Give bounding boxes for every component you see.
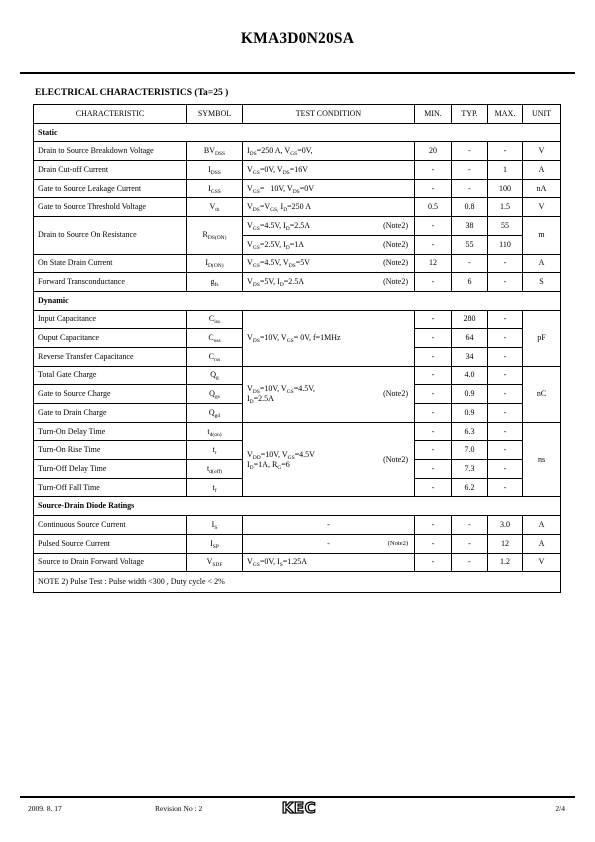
table-row: On State Drain Current $I_{D(ON)}$ $V_{GS}=4.5V$, $V_{DS}=5V$ (Note2) 12 - - A [34, 254, 561, 273]
table-row: Drain to Source Breakdown Voltage $BV_{DSS}$ $I_{DS}=250$ A, $V_{GS}=0V$, 20 - - V [34, 142, 561, 161]
note2-ref: (Note2) [383, 239, 408, 249]
table-row: Continuous Source Current $I_S$ - - - 3.0 A [34, 516, 561, 535]
table-row: Gate to Source Leakage Current $I_{GSS}$ $V_{GS}= 10V$, $V_{DS}=0V$ - - 100 nA [34, 179, 561, 198]
table-row: Gate to Source Charge $Q_{gs}$ - 0.9 - [34, 385, 561, 404]
table-row: Pulsed Source Current $I_{SP}$ - (Note2) - - 12 A [34, 534, 561, 553]
col-test-condition: TEST CONDITION [243, 105, 415, 124]
group-static: Static [34, 123, 561, 142]
note2-ref: (Note2) [383, 389, 408, 399]
footer-revision: Revision No : 2 [155, 804, 203, 813]
table-header-row [34, 105, 561, 124]
table-row: $V_{GS}=2.5V$, $I_D=1A$ (Note2) - 55 110 [34, 235, 561, 254]
footer-page-number: 2/4 [555, 804, 565, 813]
table-row: Total Gate Charge $Q_g$ $V_{DS}=10V$, $V_{GS}=4.5V$, $I_D=2.5A$ (Note2) - 4.0 - nC [34, 366, 561, 385]
table-row: Forward Transconductance $g_{fs}$ $V_{DS}=5V$, $I_D=2.5A$ (Note2) - 6 - S [34, 273, 561, 292]
note2-ref: (Note2) [383, 277, 408, 287]
table-row: Input Capacitance $C_{iss}$ $V_{DS}=10V$, $V_{GS}= 0V$, f=1MHz - 280 - pF [34, 310, 561, 329]
note2-ref: (Note2) [383, 220, 408, 230]
col-min: MIN. [415, 105, 452, 124]
section-title: ELECTRICAL CHARACTERISTICS (Ta=25 ) [35, 88, 229, 98]
table-row: Gate to Source Threshold Voltage $V_{th}$ $V_{DS}=V_{GS,}$ $I_D=250$ A 0.5 0.8 1.5 V [34, 198, 561, 217]
footer-date: 2009. 8. 17 [28, 804, 62, 813]
table-row: Turn-On Rise Time $t_r$ - 7.0 - [34, 441, 561, 460]
note2-ref: (Note2) [383, 258, 408, 268]
group-dynamic: Dynamic [34, 291, 561, 310]
header-rule [20, 72, 575, 74]
note-row [34, 572, 561, 593]
table-row: Drain Cut-off Current $I_{DSS}$ $V_{GS}=0V$, $V_{DS}=16V$ - - 1 A [34, 161, 561, 180]
svg-text:KEC: KEC [281, 799, 317, 816]
table-row: Gate to Drain Charge $Q_{gd}$ - 0.9 - [34, 404, 561, 423]
table-row: Turn-Off Fall Time $t_f$ - 6.2 - [34, 478, 561, 497]
col-unit: UNIT [523, 105, 561, 124]
table-row: Turn-On Delay Time $t_{d(on)}$ $V_{DD}=10V$, $V_{GS}=4.5V$ $I_D=1A$, $R_G=6$ (Note2) - 6.3 - ns [34, 422, 561, 441]
table-row: Source to Drain Forward Voltage $V_{SDF}$ $V_{GS}=0V$, $I_S=1.25A$ - - 1.2 V [34, 553, 561, 572]
note2-ref: (Note2) [387, 539, 408, 547]
table-row: Drain to Source On Resistance $R_{DS(ON)}$ $V_{GS}=4.5V$, $I_D=2.5A$ (Note2) - 38 55 m [34, 217, 561, 236]
electrical-characteristics-table [33, 104, 561, 593]
table-row: Reverse Transfer Capacitance $C_{rss}$ - 34 - [34, 347, 561, 366]
col-characteristic: CHARACTERISTIC [34, 105, 187, 124]
table-row: Ouput Capacitance $C_{oss}$ - 64 - [34, 329, 561, 348]
table-row: Turn-Off Delay Time $t_{d(off)}$ - 7.3 - [34, 460, 561, 479]
note2-ref: (Note2) [383, 454, 408, 464]
kec-logo [276, 798, 322, 816]
pulse-test-note: NOTE 2) Pulse Test : Pulse width <300 , Duty cycle < 2% [34, 572, 561, 593]
col-symbol: SYMBOL [187, 105, 243, 124]
col-typ: TYP. [452, 105, 488, 124]
part-number-title: KMA3D0N20SA [240, 30, 355, 47]
group-source-drain: Source-Drain Diode Ratings [34, 497, 561, 516]
col-max: MAX. [488, 105, 523, 124]
